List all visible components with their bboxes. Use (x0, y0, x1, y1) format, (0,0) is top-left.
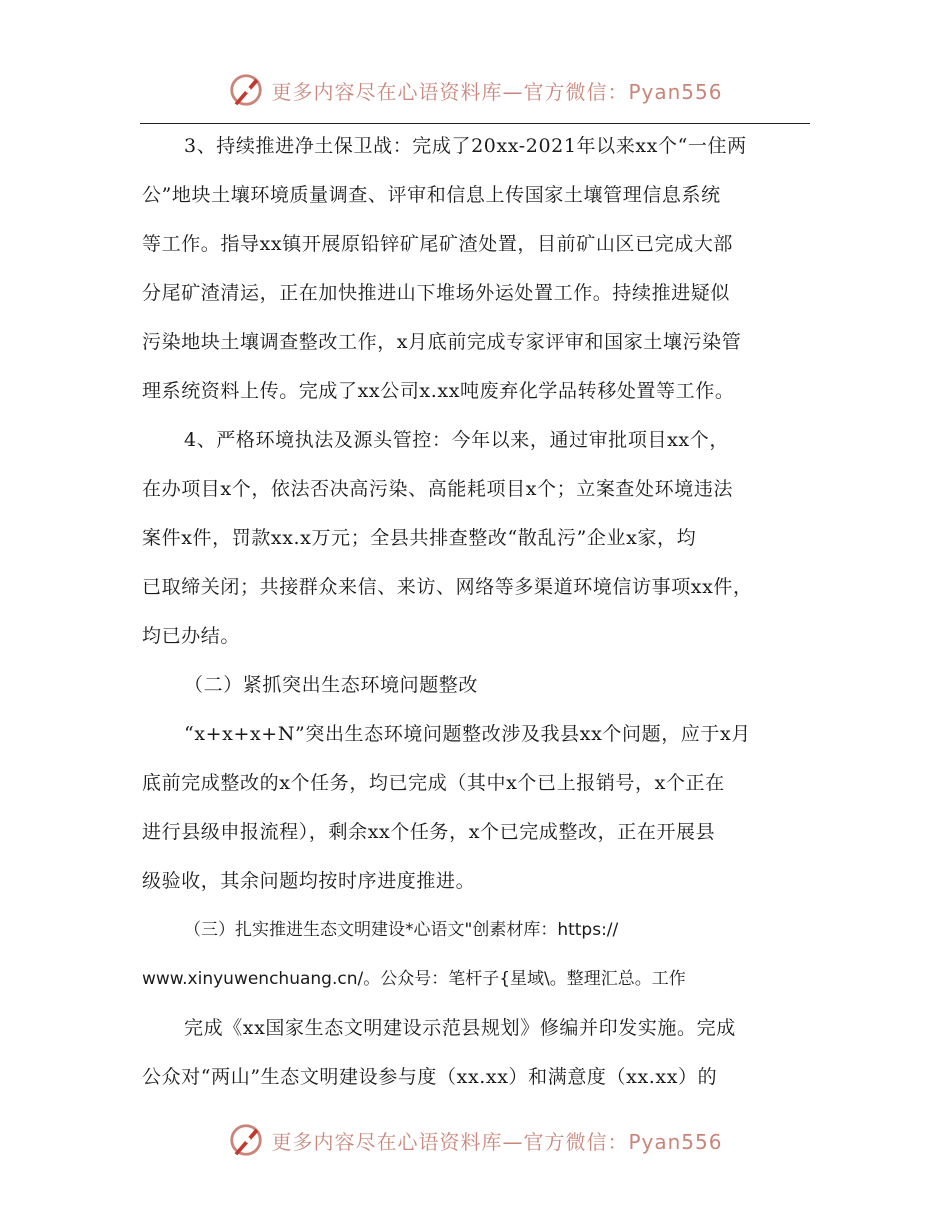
document-body (142, 122, 810, 1102)
paragraph-line: 级验收，其余问题均按时序进度推进。 (142, 870, 476, 892)
paragraph-line: 底前完成整改的x个任务，均已完成（其中x个已上报销号，x个正在 (142, 772, 725, 794)
paragraph-line: 等工作。指导xx镇开展原铅锌矿尾矿渣处置，目前矿山区已完成大部 (142, 233, 734, 255)
header-banner (0, 70, 950, 110)
pen-logo-icon (227, 71, 265, 109)
paragraph-line: www.xinyuwenchuang.cn/。公众号：笔杆子{星域\。整理汇总。工作 (142, 969, 686, 989)
paragraph-line: 完成《xx国家生态文明建设示范县规划》修编并印发实施。完成 (184, 1017, 736, 1039)
paragraph-line: 均已办结。 (142, 625, 241, 647)
paragraph-line: “x+x+x+N”突出生态环境问题整改涉及我县xx个问题，应于x月 (184, 723, 751, 745)
paragraph-line: 进行县级申报流程），剩余xx个任务，x个已完成整改，正在开展县 (142, 821, 716, 843)
paragraph-line: 4、严格环境执法及源头管控：今年以来，通过审批项目xx个， (184, 429, 729, 451)
paragraph-line: 公”地块土壤环境质量调查、评审和信息上传国家土壤管理信息系统 (142, 184, 721, 206)
footer-banner (0, 1120, 950, 1160)
paragraph-line: 已取缔关闭；共接群众来信、来访、网络等多渠道环境信访事项xx件， (142, 576, 753, 598)
pen-logo-icon (227, 1121, 265, 1159)
paragraph-line: 污染地块土壤调查整改工作，x月底前完成专家评审和国家土壤污染管 (142, 331, 742, 353)
paragraph-line: 案件x件，罚款xx.x万元；全县共排查整改“散乱污”企业x家，均 (142, 527, 697, 549)
section-heading: （二）紧抓突出生态环境问题整改 (184, 674, 479, 696)
paragraph-line: 理系统资料上传。完成了xx公司x.xx吨废弃化学品转移处置等工作。 (142, 380, 735, 402)
paragraph-line: 在办项目x个，依法否决高污染、高能耗项目x个；立案查处环境违法 (142, 478, 734, 500)
footer-banner-text: 更多内容尽在心语资料库—官方微信：Pyan556 (271, 1129, 723, 1154)
header-banner-text: 更多内容尽在心语资料库—官方微信：Pyan556 (271, 79, 723, 104)
paragraph-line: 公众对“两山”生态文明建设参与度（xx.xx）和满意度（xx.xx）的 (142, 1066, 718, 1088)
paragraph-line: 分尾矿渣清运，正在加快推进山下堆场外运处置工作。持续推进疑似 (142, 282, 731, 304)
paragraph-line: 3、持续推进净土保卫战：完成了20xx-2021年以来xx个“一住两 (184, 135, 747, 157)
section-heading: （三）扎实推进生态文明建设*心语文"创素材库：https:// (184, 920, 619, 940)
